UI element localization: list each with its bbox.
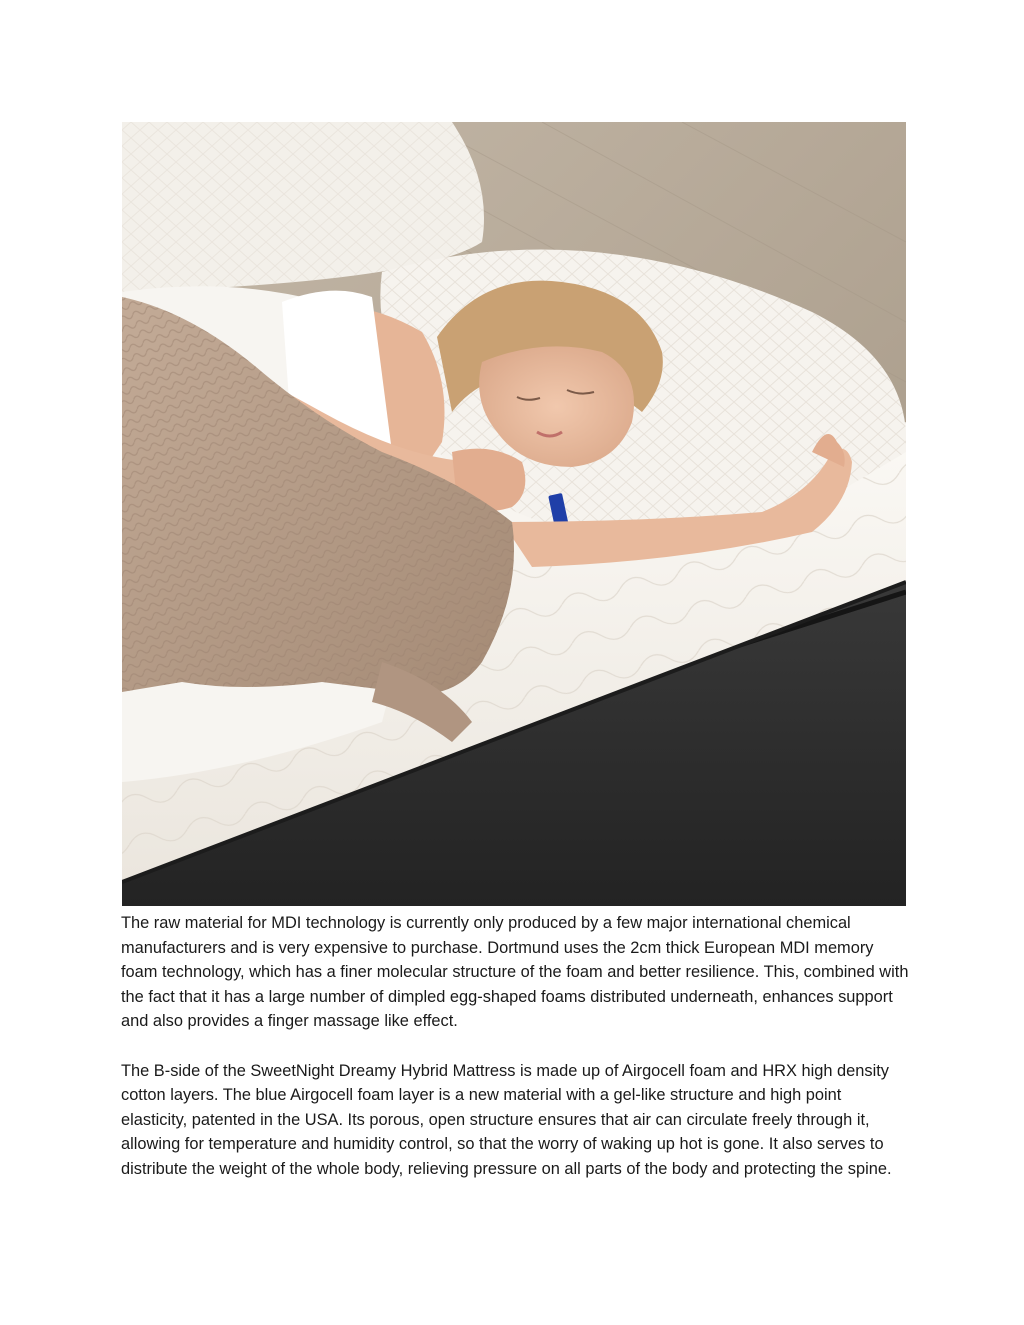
paragraph-mdi: The raw material for MDI technology is currently only produced by a few major international chemical manufacturers and is very expensive to purchase. Dortmund uses the 2cm thick European MDI memory foam technology, which has a finer molecular structure of the foam and better resilience. This, combined with the fact that it has a large number of dimpled egg-shaped foams distributed underneath, enhances support and also provides a finger massage like effect. — [121, 914, 909, 1031]
paragraph-b-side: The B-side of the SweetNight Dreamy Hybrid Mattress is made up of Airgocell foam and HRX high density cotton layers. The blue Airgocell foam layer is a new material with a gel-like structure and high point elasticity, patented in the USA. Its porous, open structure ensures that air can circulate freely through it, allowing for temperature and humidity control, so that the worry of waking up hot is gone. It also serves to distribute the weight of the whole body, relieving pressure on all parts of the body and protecting the spine. — [121, 1061, 892, 1178]
body-text — [121, 911, 911, 1206]
product-photo — [122, 122, 906, 906]
